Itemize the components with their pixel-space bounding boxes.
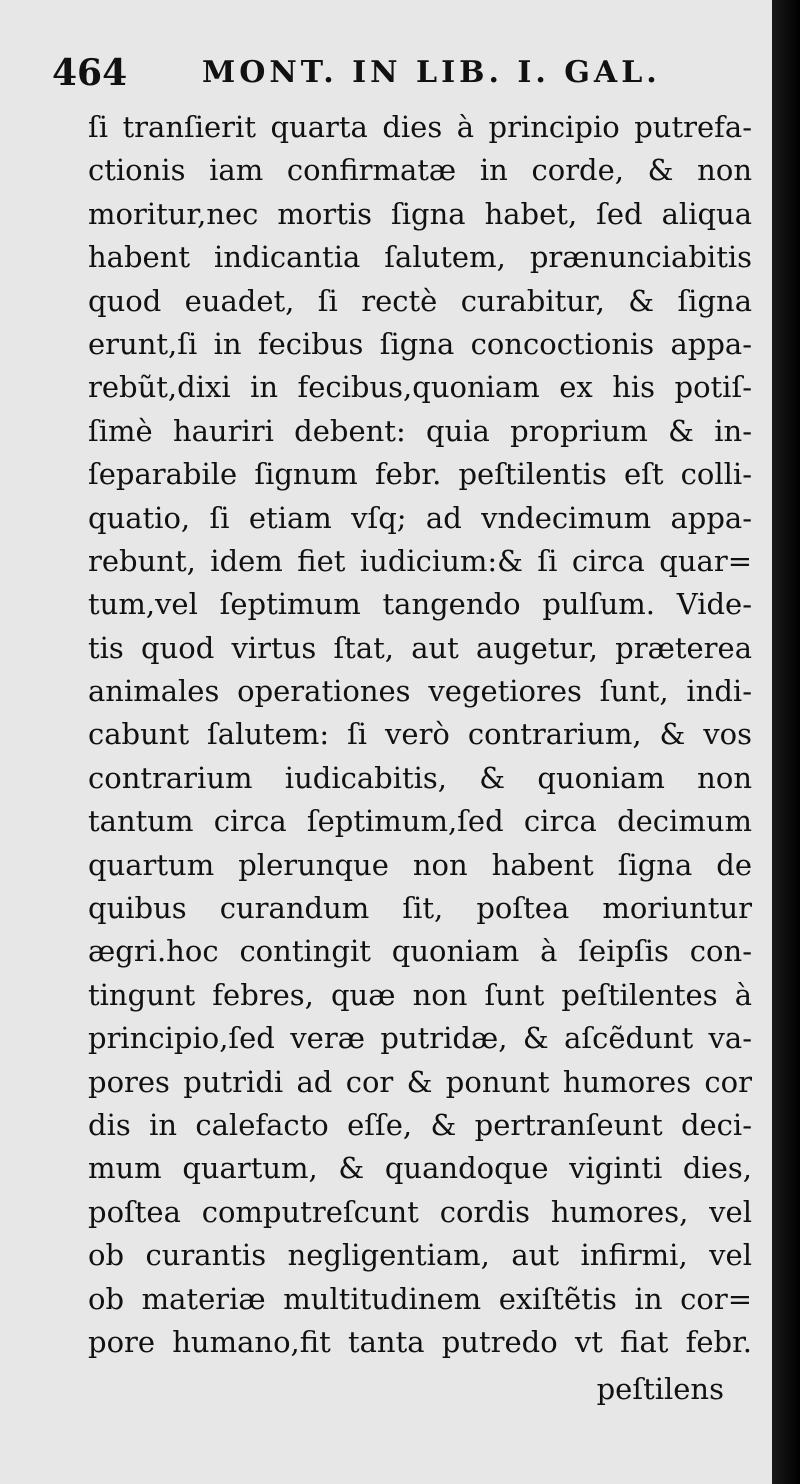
text-line: quod euadet, ſi rectè curabitur, & ſigna — [88, 283, 752, 318]
text-line: principio,ſed veræ putridæ, & aſcẽdunt va- — [88, 1021, 752, 1056]
text-line: ob curantis negligentiam, aut infirmi, vel — [88, 1238, 752, 1273]
text-line: rebunt, idem fiet iudicium:& ſi circa quar= — [88, 543, 752, 578]
text-line: quibus curandum ſit, poſtea moriuntur — [88, 891, 752, 926]
text-line: moritur,nec mortis ſigna habet, ſed aliqua — [88, 196, 752, 231]
text-line: contrarium iudicabitis, & quoniam non — [88, 760, 752, 795]
page-header — [52, 48, 742, 98]
text-line: rebũt,dixi in fecibus,quoniam ex his potiſ- — [88, 370, 752, 405]
catchword: peſtilens — [596, 1372, 724, 1406]
text-line: ſeparabile ſignum febr. peſtilentis eſt colli- — [88, 457, 752, 492]
text-line: tantum circa ſeptimum,ſed circa decimum — [88, 804, 752, 839]
running-head: MONT. IN LIB. I. GAL. — [202, 55, 661, 90]
text-line: tingunt febres, quæ non ſunt peſtilentes à — [88, 977, 752, 1012]
page-edge-shadow — [772, 0, 800, 1484]
text-line: animales operationes vegetiores ſunt, indi- — [88, 674, 752, 709]
text-line: dis in calefacto eſſe, & pertranſeunt deci- — [88, 1107, 752, 1142]
text-line: ſimè hauriri debent: quia proprium & in- — [88, 413, 752, 448]
text-line: ſi tranſierit quarta dies à principio putrefa- — [88, 110, 752, 144]
text-line: ctionis iam confirmatæ in corde, & non — [88, 153, 752, 188]
text-line: poſtea computreſcunt cordis humores, vel — [88, 1194, 752, 1229]
text-line: quatio, ſi etiam vſq; ad vndecimum appa- — [88, 500, 752, 535]
text-line: tum,vel ſeptimum tangendo pulſum. Vide- — [88, 587, 752, 622]
text-line: ob materiæ multitudinem exiſtẽtis in cor= — [88, 1281, 752, 1316]
text-line: pores putridi ad cor & ponunt humores cor — [88, 1064, 752, 1099]
body-text — [88, 106, 752, 1364]
text-line: tis quod virtus ſtat, aut augetur, præterea — [88, 630, 752, 665]
page-number: 464 — [52, 52, 128, 94]
text-line: quartum plerunque non habent ſigna de — [88, 847, 752, 882]
text-line: habent indicantia ſalutem, prænunciabitis — [88, 240, 752, 275]
text-line: mum quartum, & quandoque viginti dies, — [88, 1151, 752, 1186]
text-line: cabunt ſalutem: ſi verò contrarium, & vos — [88, 717, 752, 752]
text-line: erunt,ſi in fecibus ſigna concoctionis appa- — [88, 326, 752, 361]
text-line: ægri.hoc contingit quoniam à ſeipſis con- — [88, 934, 752, 969]
text-line: pore humano,fit tanta putredo vt fiat febr. — [88, 1324, 752, 1359]
